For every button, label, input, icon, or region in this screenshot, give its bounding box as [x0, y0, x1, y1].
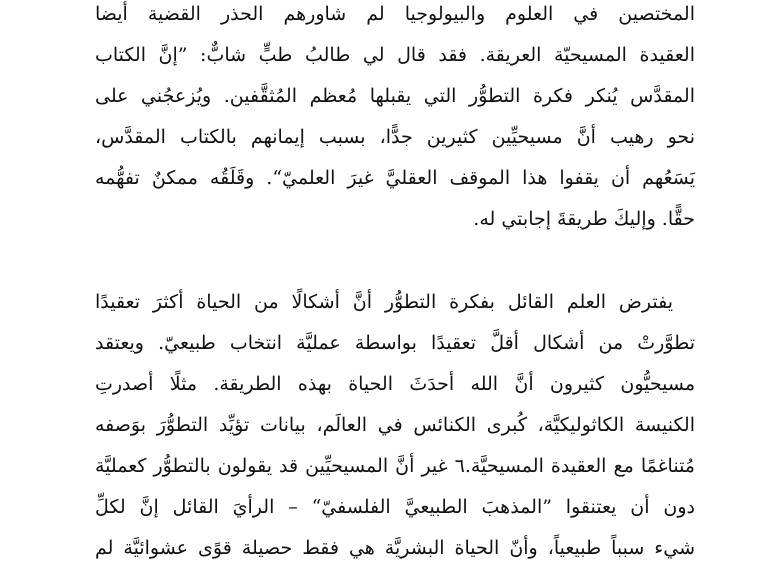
text-line: المقدَّس يُنكر فكرة التطوُّر التي يقبلها مُعظم المُثقَّفين. ويُزعجُني على — [95, 85, 695, 107]
text-line: يفترض العلم القائل بفكرة التطوُّر أنَّ أشكالًا من الحياة أكثرَ تعقيدًا — [95, 291, 673, 313]
text-line: نحو رهيب أنَّ مسيحيِّين كثيرين جدًّا، بسبب إيمانهم بالكتاب المقدَّس، — [95, 126, 695, 148]
text-line: حقًّا. وإليكَ طريقةَ إجابتي له. — [473, 208, 695, 230]
text-line: شيء سبباً طبيعياً، وأنّ الحياة البشريَّة هي فقط حصيلة قوًى عشوائيَّة لم — [95, 537, 695, 559]
text-line: الكنيسة الكاثوليكيَّة، كُبرى الكنائس في العالَم، بيانات تؤيِّد التطوُّرَ بوَصفه — [95, 414, 695, 436]
text-line: المختصين في العلوم والبيولوجيا لم شاورهم الحذر القضية أيضا — [95, 3, 695, 25]
text-line: مسيحيُّون كثيرون أنَّ الله أحدَثَ الحياة بهذه الطريقة. مثلًا أصدرتِ — [95, 373, 695, 395]
text-line: مُتناغمًا مع العقيدة المسيحيَّة.٦ غير أنَّ المسيحيِّين قد يقولون بالتطوُّر كعمليَّة — [95, 455, 695, 477]
paragraph-gap — [95, 240, 695, 282]
text-line: العقيدة المسيحيّة العريقة. فقد قال لي طالبُ طبٍّ شابٌّ: ”إنَّ الكتاب — [95, 44, 695, 66]
text-line: يَسَعُهم أن يقفوا هذا الموقف العقليَّ غيرَ العلميّ“. وقَلَقُه ممكنٌ تفهُّمه — [95, 167, 695, 189]
paragraph-2 — [95, 282, 695, 569]
text-line: تطوَّرتْ من أشكال أقلَّ تعقيدًا بواسطة عمليَّة انتخاب طبيعيّ. ويعتقد — [95, 332, 695, 354]
paragraph-1 — [95, 0, 695, 240]
book-page — [95, 0, 695, 559]
text-line: دون أن يعتنقوا ”المذهبَ الطبيعيَّ الفلسفيّ“ – الرأيَ القائل إنَّ لكلِّ — [95, 496, 695, 518]
